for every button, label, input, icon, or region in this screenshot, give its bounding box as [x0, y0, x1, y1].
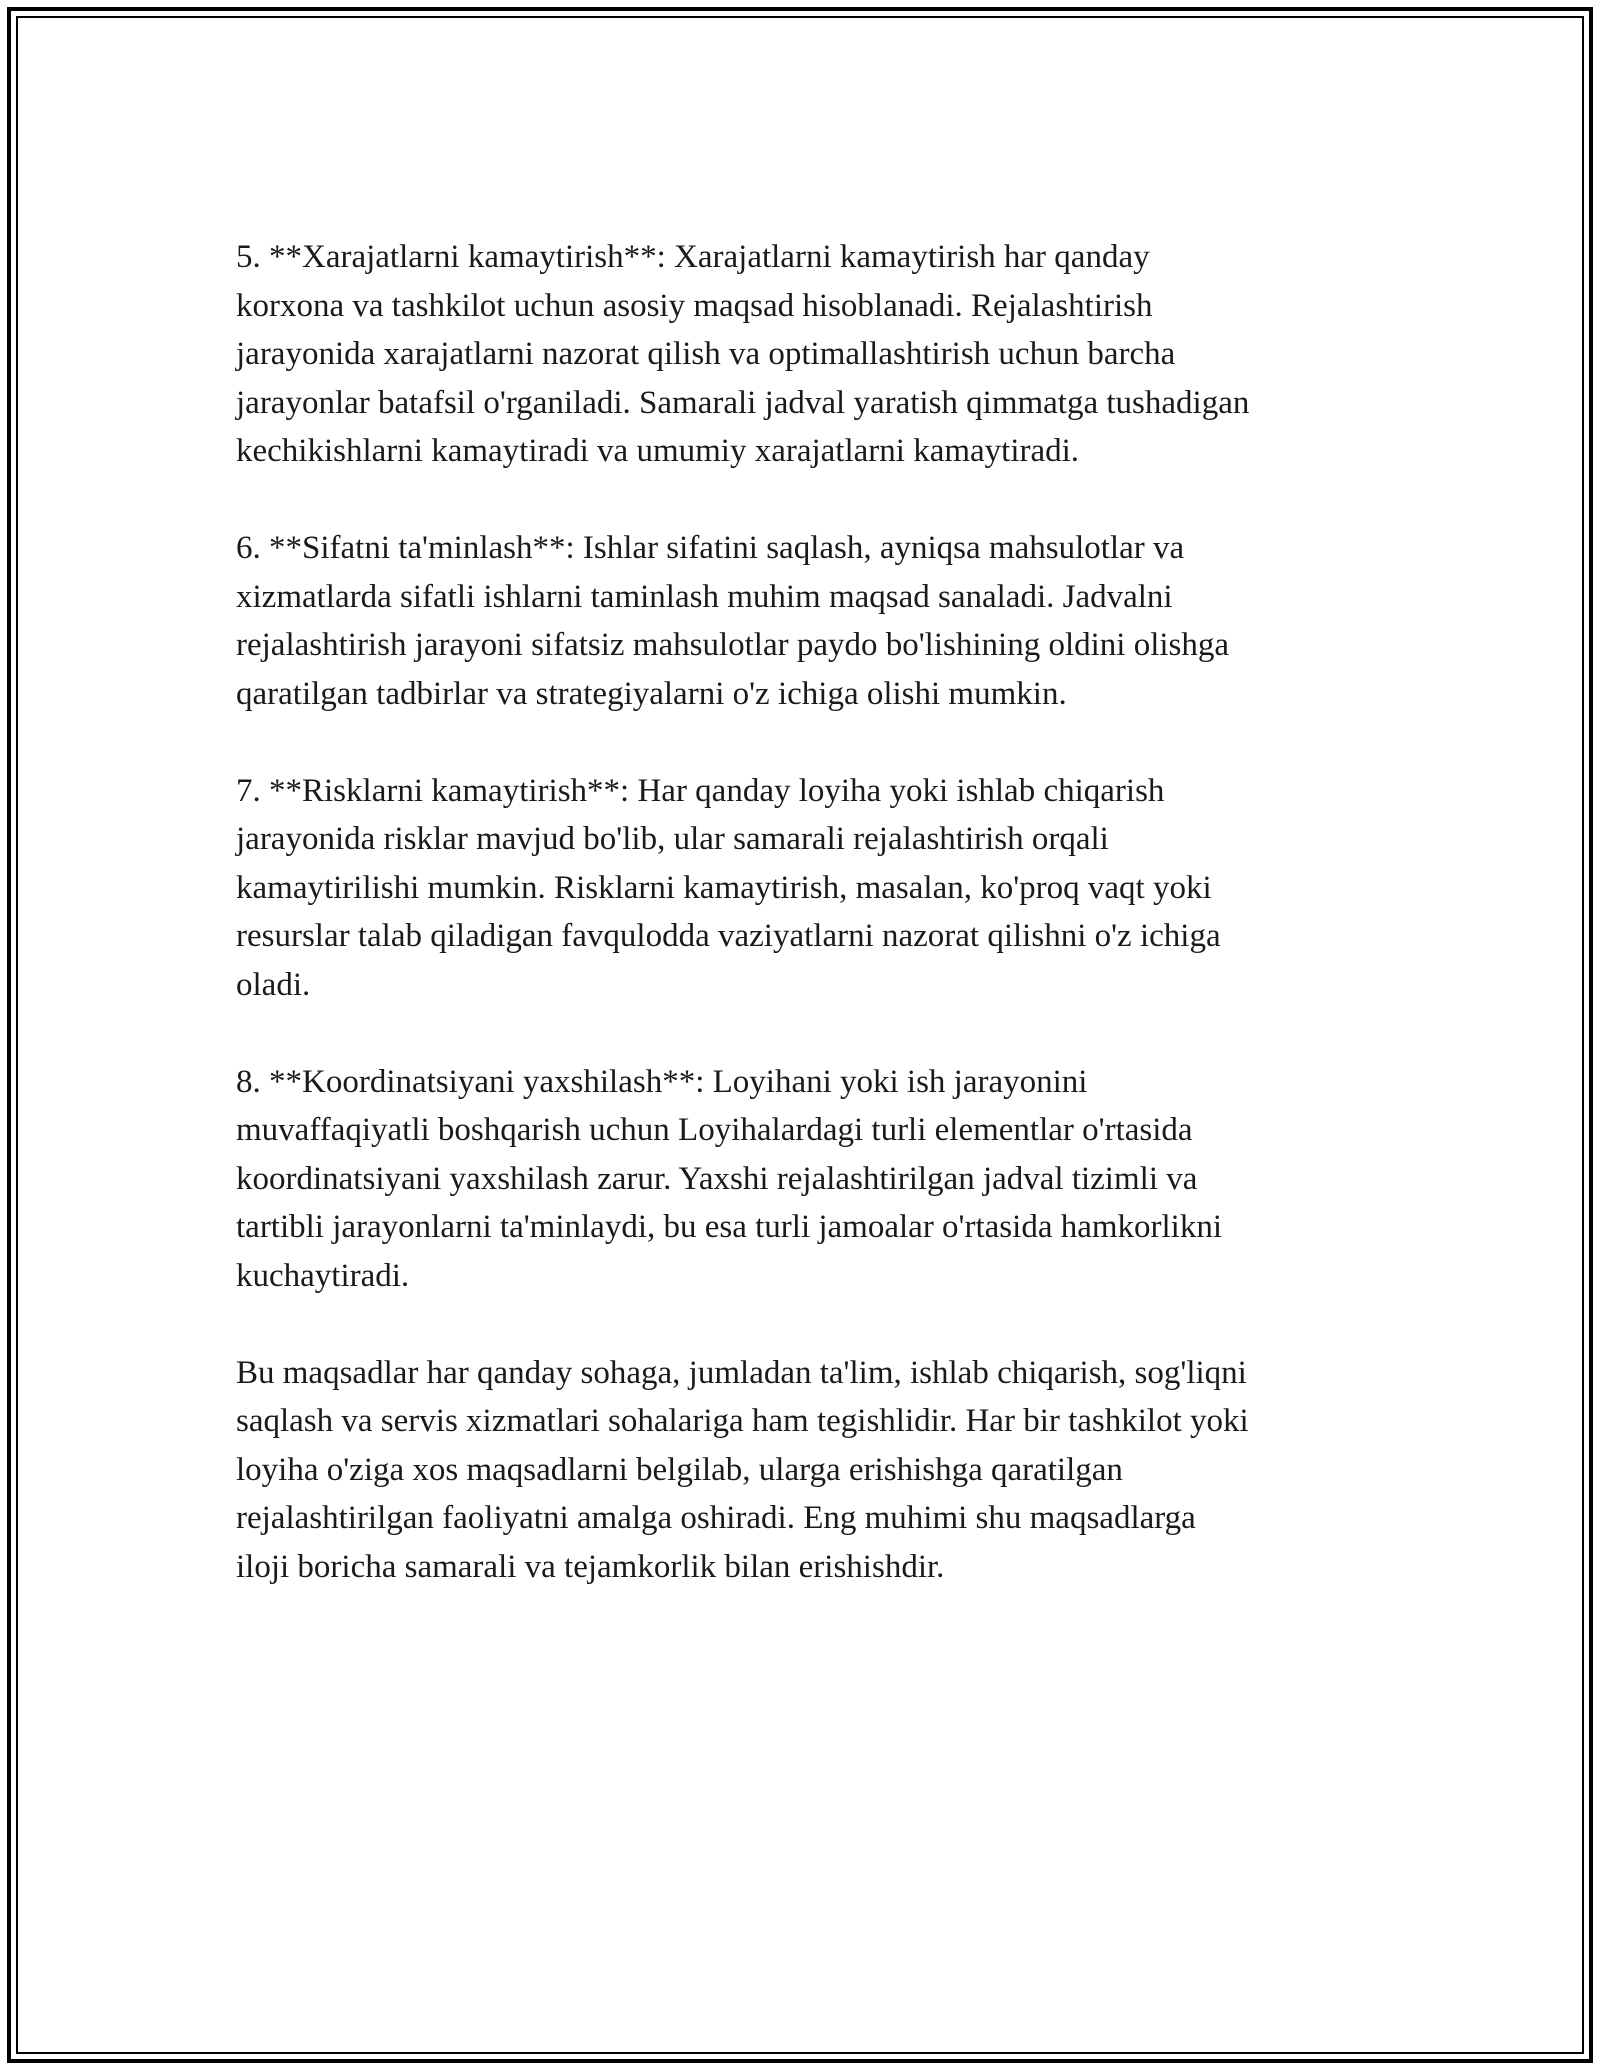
paragraph-cost-reduction: 5. **Xarajatlarni kamaytirish**: Xarajatlarni kamaytirish har qanday korxona va tashkilot uchun asosiy maqsad hisoblanadi. Rejalashtirish jarayonida xarajatlarni nazorat qilish va optimallashtirish uchun barcha jarayonlar batafsil o'rganiladi. Samarali jadval yaratish qimmatga tushadigan kechikishlarni kamaytiradi va umumiy xarajatlarni kamaytiradi.	[236, 239, 1250, 469]
document-body	[236, 233, 1386, 1640]
paragraph-risk-reduction: 7. **Risklarni kamaytirish**: Har qanday loyiha yoki ishlab chiqarish jarayonida risklar mavjud bo'lib, ular samarali rejalashtirish orqali kamaytirilishi mumkin. Risklarni kamaytirish, masalan, ko'proq vaqt yoki resurslar talab qiladigan favqulodda vaziyatlarni nazorat qilishni o'z ichiga oladi.	[236, 772, 1221, 1003]
paragraph-coordination: 8. **Koordinatsiyani yaxshilash**: Loyihani yoki ish jarayonini muvaffaqiyatli boshqarish uchun Loyihalardagi turli elementlar o'rtasida koordinatsiyani yaxshilash zarur. Yaxshi rejalashtirilgan jadval tizimli va tartibli jarayonlarni ta'minlaydi, bu esa turli jamoalar o'rtasida hamkorlikni kuchaytiradi.	[236, 1063, 1223, 1294]
paragraph-conclusion: Bu maqsadlar har qanday sohaga, jumladan ta'lim, ishlab chiqarish, sog'liqni saqlash va servis xizmatlari sohalariga ham tegishlidir. Har bir tashkilot yoki loyiha o'ziga xos maqsadlarni belgilab, ularga erishishga qaratilgan rejalashtirilgan faoliyatni amalga oshiradi. Eng muhimi shu maqsadlarga iloji boricha samarali va tejamkorlik bilan erishishdir.	[236, 1354, 1249, 1585]
paragraph-quality-assurance: 6. **Sifatni ta'minlash**: Ishlar sifatini saqlash, ayniqsa mahsulotlar va xizmatlarda sifatli ishlarni taminlash muhim maqsad sanaladi. Jadvalni rejalashtirish jarayoni sifatsiz mahsulotlar paydo bo'lishining oldini olishga qaratilgan tadbirlar va strategiyalarni o'z ichiga olishi mumkin.	[236, 530, 1230, 712]
